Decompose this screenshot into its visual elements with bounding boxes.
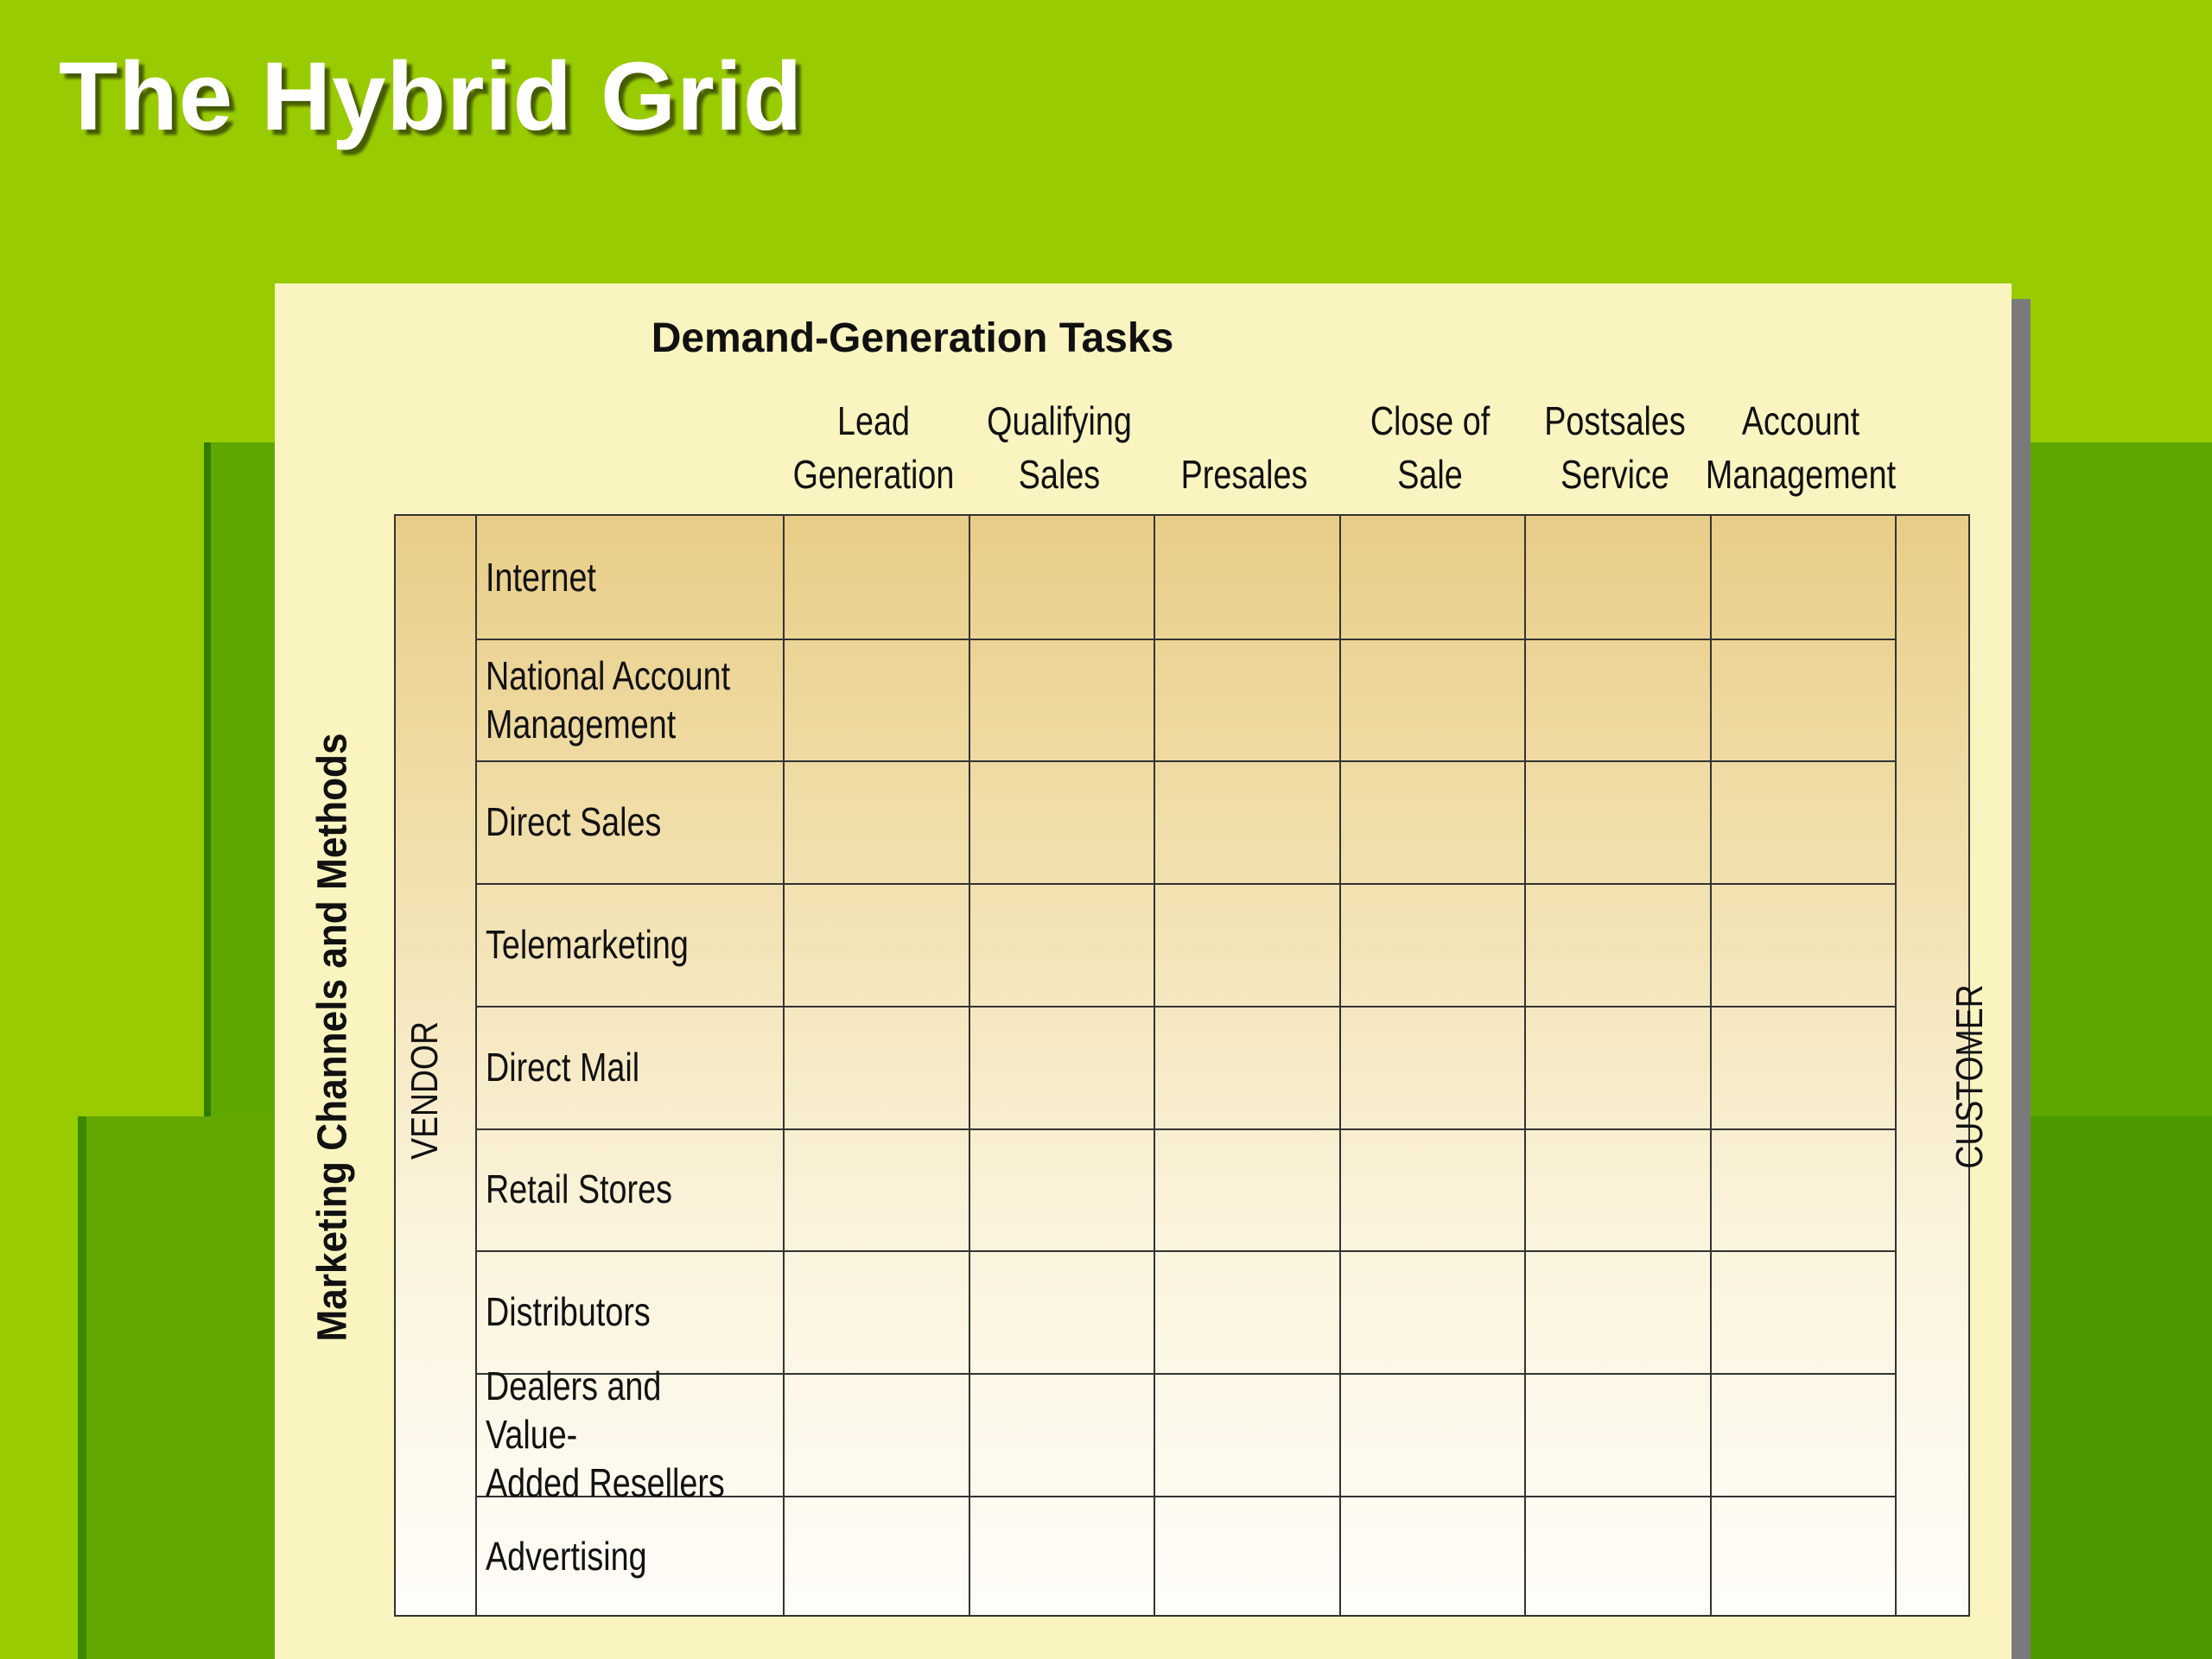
- customer-label: CUSTOMER: [1948, 984, 1991, 1169]
- grid-cell: [969, 639, 1154, 761]
- grid-cell: [1154, 1250, 1339, 1373]
- grid-cell: [1154, 1496, 1339, 1618]
- grid-cell: [969, 516, 1154, 639]
- grid-cell: [1339, 760, 1525, 883]
- grid-cell: [783, 639, 969, 761]
- grid-cell: [1339, 1128, 1525, 1251]
- grid-cell: [1710, 1250, 1896, 1373]
- grid-cell: [1339, 1250, 1525, 1373]
- grid-cell: [1154, 516, 1339, 639]
- grid-cell: [1710, 760, 1896, 883]
- grid-cell: [1339, 1496, 1525, 1618]
- grid-cell: [1524, 1250, 1710, 1373]
- grid-cell: [969, 1250, 1154, 1373]
- side-axis-title: Marketing Channels and Methods: [309, 733, 356, 1342]
- row-label: Retail Stores: [486, 1166, 672, 1212]
- column-header: Close of Sale: [1370, 398, 1490, 497]
- grid-cell: [969, 1496, 1154, 1618]
- grid-cell: [1710, 1373, 1896, 1496]
- row-label: Direct Mail: [486, 1044, 640, 1090]
- grid-cell: [1154, 1128, 1339, 1251]
- grid-cell: [1339, 1373, 1525, 1496]
- grid-cell: [1524, 1373, 1710, 1496]
- grid-cell: [1524, 516, 1710, 639]
- hybrid-grid-matrix: [394, 514, 1991, 1617]
- grid-cell: [1524, 1496, 1710, 1618]
- grid-cell: [1710, 1006, 1896, 1128]
- grid-cell: [1710, 1128, 1896, 1251]
- background-block: [78, 1116, 276, 1659]
- column-header: Presales: [1180, 452, 1308, 497]
- grid-cell: [1154, 639, 1339, 761]
- grid-cell: [1710, 883, 1896, 1006]
- grid-cell: [969, 1373, 1154, 1496]
- grid-cell: [783, 1128, 969, 1251]
- grid-cell: [1710, 1496, 1896, 1618]
- column-header: Qualifying Sales: [986, 398, 1132, 497]
- grid-cell: [1524, 1006, 1710, 1128]
- grid-cell: [1339, 639, 1525, 761]
- grid-line-vertical: [1895, 516, 1897, 1615]
- grid-cell: [783, 883, 969, 1006]
- grid-cell: [783, 1496, 969, 1618]
- row-label: Distributors: [486, 1289, 651, 1335]
- background-block: [2031, 442, 2212, 1116]
- slide-title: The Hybrid Grid: [59, 42, 804, 150]
- grid-cell: [783, 760, 969, 883]
- grid-cell: [783, 1006, 969, 1128]
- grid-cell: [969, 883, 1154, 1006]
- column-header: Postsales Service: [1544, 398, 1686, 497]
- row-label: Advertising: [486, 1534, 647, 1580]
- vendor-label: VENDOR: [404, 1020, 446, 1160]
- grid-cell: [1710, 516, 1896, 639]
- grid-cell: [783, 1373, 969, 1496]
- row-label: Direct Sales: [486, 799, 662, 845]
- grid-cell: [1154, 760, 1339, 883]
- grid-cell: [783, 516, 969, 639]
- grid-title: Demand-Generation Tasks: [651, 315, 1174, 361]
- grid-cell: [1339, 883, 1525, 1006]
- grid-cell: [1524, 883, 1710, 1006]
- figure-panel: [275, 283, 2012, 1659]
- grid-cell: [969, 760, 1154, 883]
- background-block: [204, 442, 276, 1116]
- column-header: Lead Generation: [792, 398, 955, 497]
- grid-cell: [1710, 639, 1896, 761]
- row-label: Telemarketing: [486, 921, 689, 967]
- grid-cell: [1154, 1006, 1339, 1128]
- row-label: Internet: [486, 554, 596, 600]
- grid-cell: [1154, 1373, 1339, 1496]
- grid-cell: [1524, 1128, 1710, 1251]
- grid-cell: [969, 1128, 1154, 1251]
- grid-line-vertical: [475, 516, 477, 1615]
- row-label: Dealers and Value- Added Resellers: [486, 1363, 725, 1505]
- grid-cell: [1524, 760, 1710, 883]
- grid-cell: [1154, 883, 1339, 1006]
- grid-cell: [783, 1250, 969, 1373]
- grid-cell: [1524, 639, 1710, 761]
- background-block: [2031, 1116, 2212, 1659]
- grid-cell: [1339, 516, 1525, 639]
- grid-cell: [969, 1006, 1154, 1128]
- column-header: Account Management: [1705, 398, 1896, 497]
- row-label: National Account Management: [486, 652, 731, 747]
- grid-cell: [1339, 1006, 1525, 1128]
